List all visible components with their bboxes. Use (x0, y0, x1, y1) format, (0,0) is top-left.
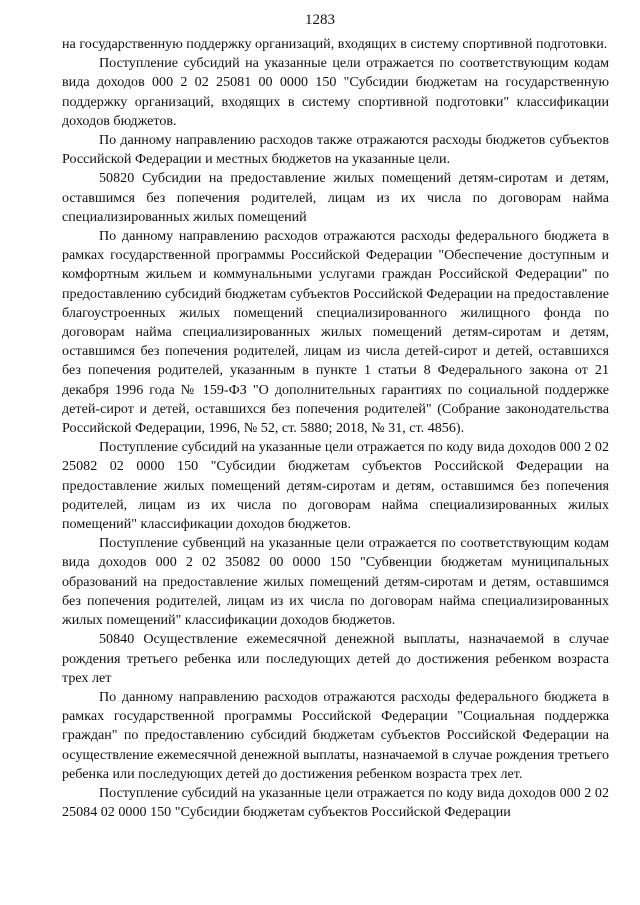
paragraph-subsidy-income-25081: Поступление субсидий на указанные цели отражается по соответствующим кодам вида доходов 000 2 02 25081 00 0000 150 "Субсидии бюджетам на государственную поддержку организаций, входящих в систему спортивной подготовки" классификации доходов бюджетов. (62, 55, 609, 129)
paragraph-50840-description: По данному направлению расходов отражаются расходы федерального бюджета в рамках государственной программы Российской Федерации "Социальная поддержка граждан" по предоставлению субсидий бюджетам субъектов Российской Федерации на осуществление ежемесячной денежной выплаты, назначаемой в случае рождения третьего ребенка или последующих детей до достижения ребенком возраста трех лет. (62, 688, 609, 782)
paragraph-regional-budgets: По данному направлению расходов также отражаются расходы бюджетов субъектов Российской Федерации и местных бюджетов на указанные цели. (62, 132, 609, 168)
paragraph-subsidy-income-25084: Поступление субсидий на указанные цели отражается по коду вида доходов 000 2 02 25084 02 0000 150 "Субсидии бюджетам субъектов Российской Федерации (62, 784, 609, 821)
document-body (62, 35, 609, 822)
paragraph-50820-description: По данному направлению расходов отражаются расходы федерального бюджета в рамках государственной программы Российской Федерации "Обеспечение доступным и комфортным жильем и коммунальными услугами граждан Российской Федерации" по предоставлению субсидий бюджетам субъектов Российской Федерации на предоставление благоустроенных жилых помещений специализированного жилищного фонда по договорам найма специализированных жилых помещений детям-сиротам и детям, оставшимся без попечения родителей, лицам из числа детей-сирот и детей, оставшихся без попечения родителей, указанным в пункте 1 статьи 8 Федерального закона от 21 декабря 1996 года № 159-ФЗ "О дополнительных гарантиях по социальной поддержке детей-сирот и детей, оставшихся без попечения родителей" (Собрание законодательства Российской Федерации, 1996, № 52, ст. 5880; 2018, № 31, ст. 4856). (62, 228, 609, 437)
section-heading-50820: 50820 Субсидии на предоставление жилых помещений детям-сиротам и детям, оставшимся без попечения родителей, лицам из их числа по договорам найма специализированных жилых помещений (62, 170, 609, 225)
paragraph-subvention-income-35082: Поступление субвенций на указанные цели отражается по соответствующим кодам вида доходов 000 2 02 35082 00 0000 150 "Субвенции бюджетам муниципальных образований на предоставление жилых помещений детям-сиротам и детям, оставшимся без попечения родителей, лицам из их числа по договорам найма специализированных жилых помещений" классификации доходов бюджетов. (62, 535, 609, 629)
paragraph-subsidy-income-25082: Поступление субсидий на указанные цели отражается по коду вида доходов 000 2 02 25082 02 0000 150 "Субсидии бюджетам субъектов Российской Федерации на предоставление жилых помещений детям-сиротам и детям, оставшимся без попечения родителей, лицам из их числа по договорам найма специализированных жилых помещений" классификации доходов бюджетов. (62, 439, 609, 533)
page-number: 1283 (305, 12, 335, 28)
section-heading-50840: 50840 Осуществление ежемесячной денежной выплаты, назначаемой в случае рождения третьего ребенка или последующих детей до достижения ребенком возраста трех лет (62, 631, 609, 686)
paragraph-continuation: на государственную поддержку организаций, входящих в систему спортивной подготовки. (62, 36, 608, 52)
